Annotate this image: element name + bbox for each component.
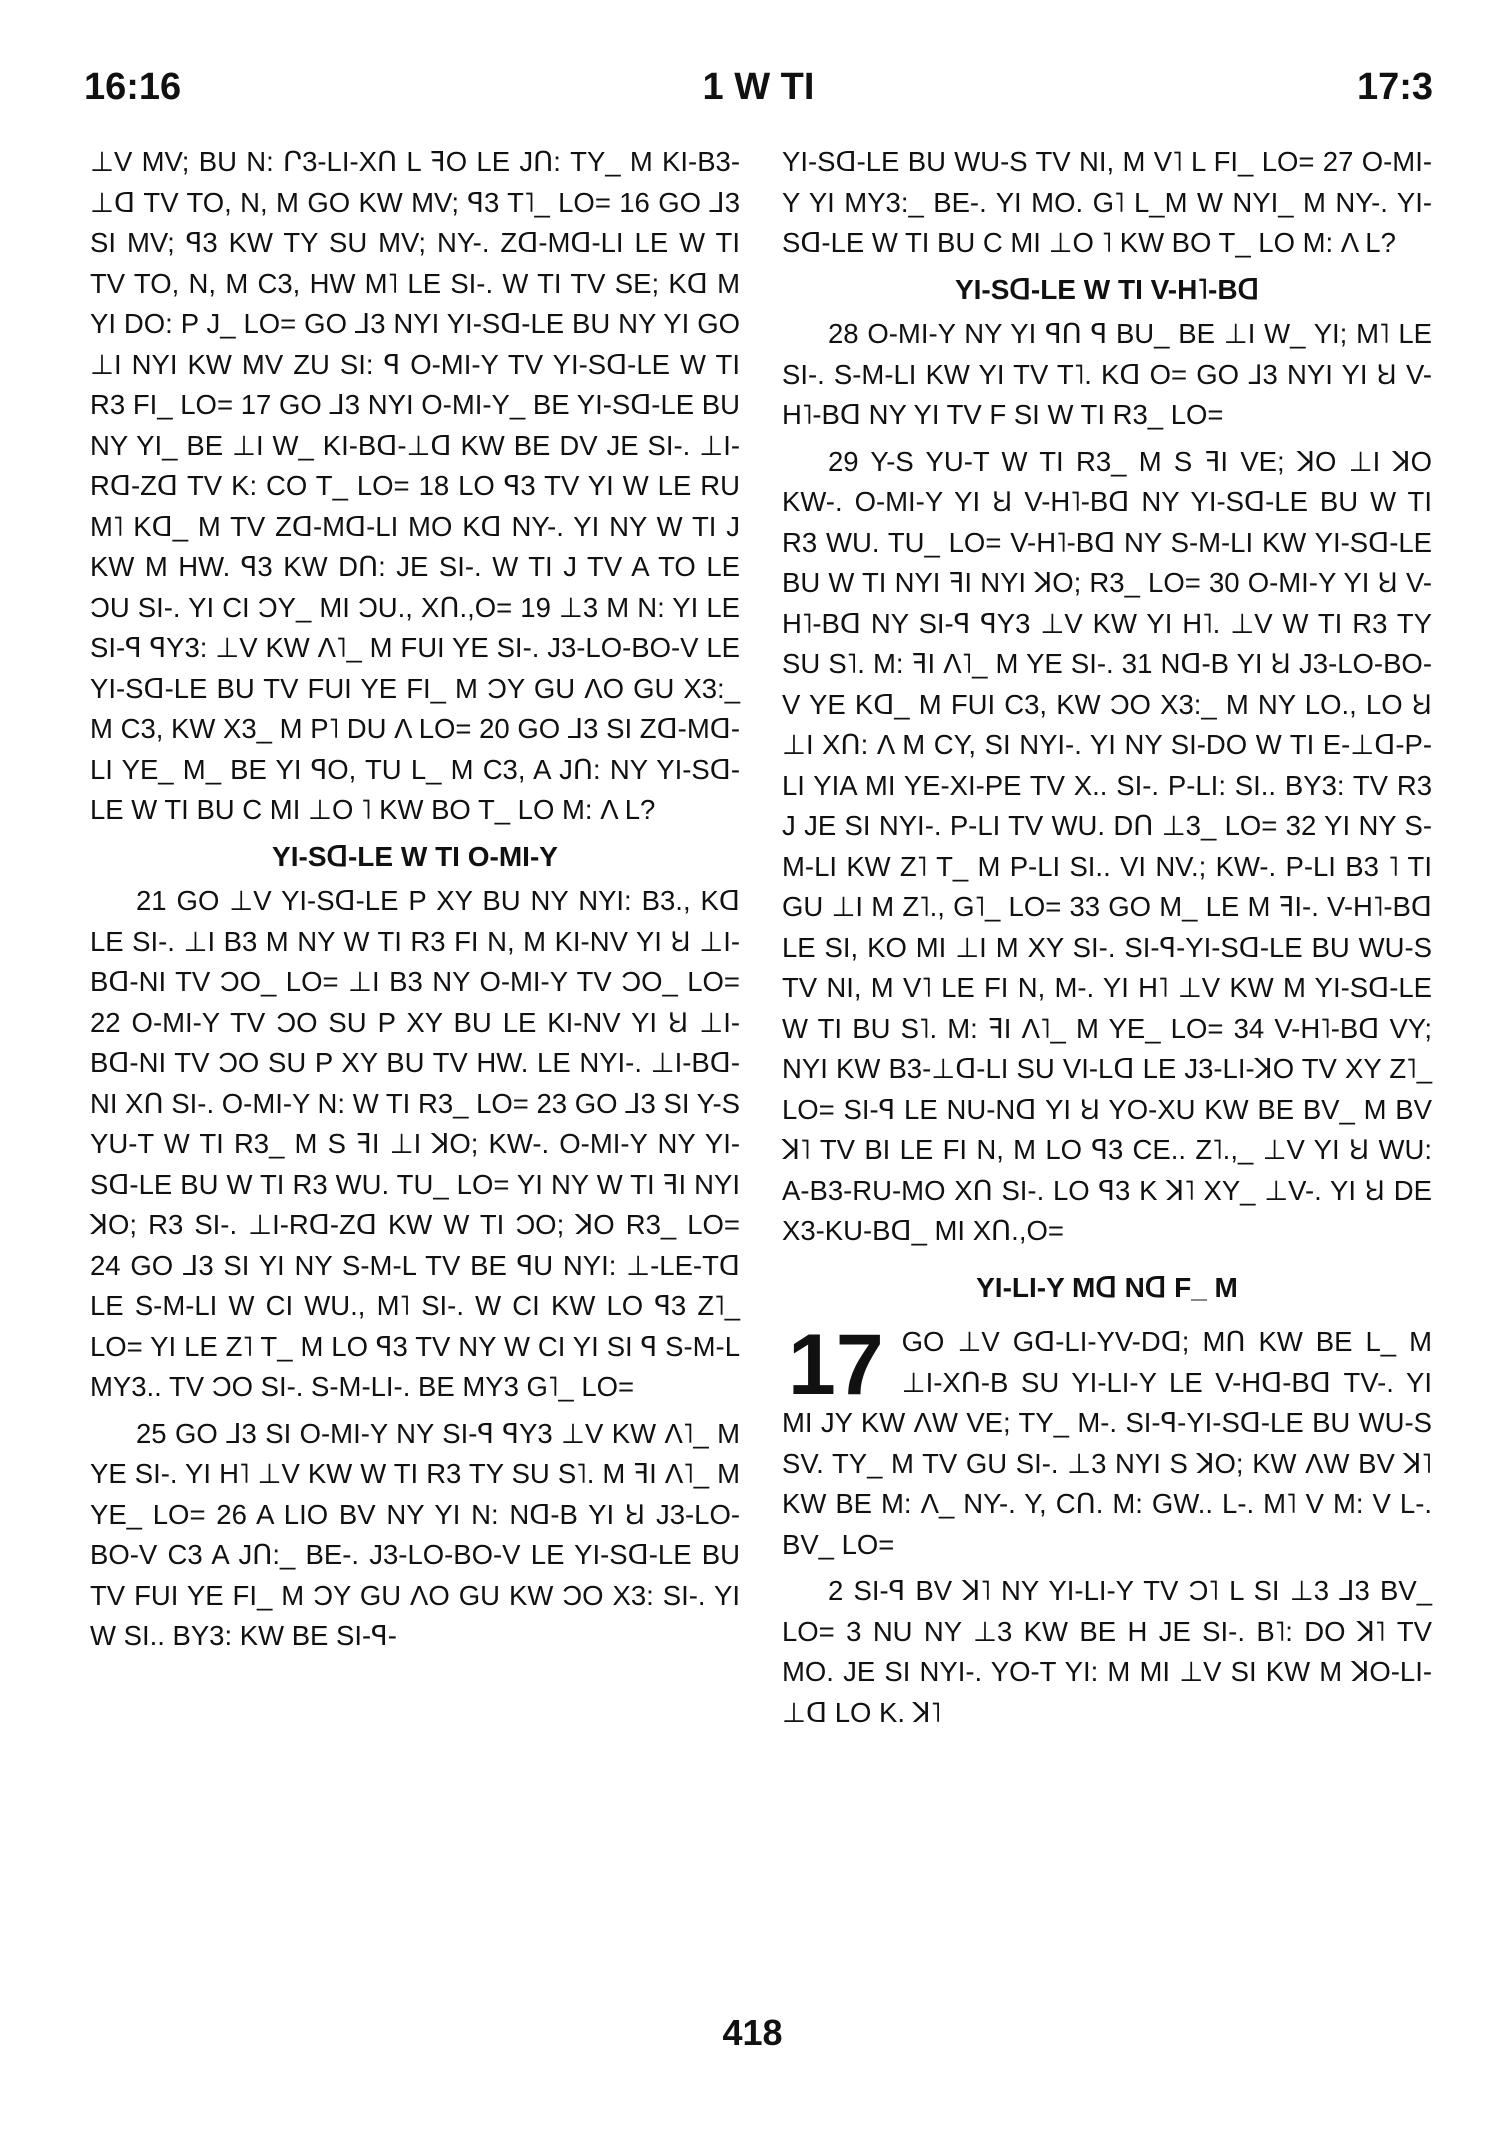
header-left-reference: 16:16 (84, 66, 182, 108)
section-heading: YI-Sꓷ-LE W TI O-MI-Y (272, 840, 558, 872)
chapter-start (782, 1317, 1432, 1565)
paragraph: 25 GO ⅃3 SI O-MI-Y NY SI-ꟼ ꟼY3 ⊥V KW Λ˥_ M YE SI-. YI H˥ ⊥V KW W TI R3 TY SU S˥. M ꟻI Λ˥_ M YE_ LO= 26 A LIO BV NY YI N: Nꓷ-B YI Ꞟ J3-LO-BO-V C3 A JՈ:_ BE-. J3-LO-BO-V LE YI-Sꓷ-LE BU TV FUI YE FI_ M ƆY GU ΛO GU KW ƆO X3: SI-. YI W SI.. BY3: KW BE SI-ꟼ- (90, 1417, 740, 1651)
paragraph: YI-Sꓷ-LE BU WU-S TV NI, M V˥ L FI_ LO= 27 O-MI-Y YI MY3:_ BE-. YI MO. G˥ L_M W NYI_ M NY-. YI-Sꓷ-LE W TI BU C MI ⊥O ˥ KW BO T_ LO M: Λ L? (782, 146, 1432, 258)
paragraph: 29 Y-S YU-T W TI R3_ M S ꟻI VE; ꓘO ⊥I ꓘO KW-. O-MI-Y YI Ꞟ V-H˥-Bꓷ NY YI-Sꓷ-LE BU W TI R3 WU. TU_ LO= V-H˥-Bꓷ NY S-M-LI KW YI-Sꓷ-LE BU W TI NYI ꟻI NYI ꓘO; R3_ LO= 30 O-MI-Y YI Ꞟ V-H˥-Bꓷ NY SI-ꟼ ꟼY3 ⊥V KW YI H˥. ⊥V W TI R3 TY SU S˥. M: ꟻI Λ˥_ M YE SI-. 31 Nꓷ-B YI Ꞟ J3-LO-BO-V YE Kꓷ_ M FUI C3, KW ƆO X3:_ M NY LO., LO Ꞟ ⊥I XՈ: Λ M CY, SI NYI-. YI NY SI-DO W TI E-⊥ꓷ-P-LI YIA MI YE-XI-PE TV X.. SI-. P-LI: SI.. BY3: TV R3 J JE SI NYI-. P-LI TV WU. DՈ ⊥3_ LO= 32 YI NY S-M-LI KW Z˥ T_ M P-LI SI.. VI NV.; KW-. P-LI B3 ˥ TI GU ⊥I M Z˥., G˥_ LO= 33 GO M_ LE M ꟻI-. V-H˥-Bꓷ LE SI, KO MI ⊥I M XY SI-. SI-ꟼ-YI-Sꓷ-LE BU WU-S TV NI, M V˥ LE FI N, M-. YI H˥ ⊥V KW M YI-Sꓷ-LE W TI BU S˥. M: ꟻI Λ˥_ M YE_ LO= 34 V-H˥-Bꓷ VY; NYI KW B3-⊥ꓷ-LI SU VI-Lꓷ LE J3-LI-ꓘO TV XY Z˥_ LO= SI-ꟼ LE NU-Nꓷ YI Ꞟ YO-XU KW BE BV_ M BV ꓘ˥ TV BI LE FI N, M LO ꟼ3 CE.. Z˥.,_ ⊥V YI Ꞟ WU: A-B3-RU-MO XՈ SI-. LO ꟼ3 K ꓘ˥ XY_ ⊥V-. YI Ꞟ DE X3-KU-Bꓷ_ MI XՈ.,O= (782, 445, 1432, 1246)
chapter-number: 17 (788, 1317, 884, 1413)
header-book-title: 1 W TI (702, 66, 815, 108)
paragraph: 2 SI-ꟼ BV ꓘ˥ NY YI-LI-Y TV Ɔ˥ L SI ⊥3 ⅃3 BV_ LO= 3 NU NY ⊥3 KW BE H JE SI-. B˥: DO ꓘ˥ TV MO. JE SI NYI-. YO-T YI: M MI ⊥V SI KW M ꓘO-LI-⊥ꓷ LO K. ꓘ˥ (782, 1575, 1432, 1728)
paragraph: 28 O-MI-Y NY YI ꟼՈ ꟼ BU_ BE ⊥I W_ YI; M˥ LE SI-. S-M-LI KW YI TV T˥. Kꓷ O= GO ⅃3 NYI YI Ꞟ V-H˥-Bꓷ NY YI TV F SI W TI R3_ LO= (782, 318, 1432, 430)
page-number: 418 (722, 2012, 783, 2053)
paragraph: 21 GO ⊥V YI-Sꓷ-LE P XY BU NY NYI: B3., Kꓷ LE SI-. ⊥I B3 M NY W TI R3 FI N, M KI-NV YI Ꞟ ⊥I-Bꓷ-NI TV ƆO_ LO= ⊥I B3 NY O-MI-Y TV ƆO_ LO= 22 O-MI-Y TV ƆO SU P XY BU LE KI-NV YI Ꞟ ⊥I-Bꓷ-NI TV ƆO SU P XY BU TV HW. LE NYI-. ⊥I-Bꓷ-NI XՈ SI-. O-MI-Y N: W TI R3_ LO= 23 GO ⅃3 SI Y-S YU-T W TI R3_ M S ꟻI ⊥I ꓘO; KW-. O-MI-Y NY YI-Sꓷ-LE BU W TI R3 WU. TU_ LO= YI NY W TI ꟻI NYI ꓘO; R3 SI-. ⊥I-Rꓷ-Zꓷ KW W TI ƆO; ꓘO R3_ LO= 24 GO ⅃3 SI YI NY S-M-L TV BE ꟼU NYI: ⊥-LE-Tꓷ LE S-M-LI W CI WU., M˥ SI-. W CI KW LO ꟼ3 Z˥_ LO= YI LE Z˥ T_ M LO ꟼ3 TV NY W CI YI SI ꟼ S-M-L MY3.. TV ƆO SI-. S-M-LI-. BE MY3 G˥_ LO= (90, 885, 740, 1402)
paragraph: GO ⊥V Gꓷ-LI-YV-Dꓷ; MՈ KW BE L_ M ⊥I-XՈ-B SU YI-LI-Y LE V-Hꓷ-Bꓷ TV-. YI MI JY KW ΛW VE; TY_ M-. SI-ꟼ-YI-Sꓷ-LE BU WU-S SV. TY_ M TV GU SI-. ⊥3 NYI S ꓘO; KW ΛW BV ꓘ˥ KW BE M: Λ_ NY-. Y, CՈ. M: GW.. L-. M˥ V M: V L-. BV_ LO= (782, 1326, 1432, 1560)
section-heading: YI-Sꓷ-LE W TI V-H˥-Bꓷ (954, 273, 1260, 305)
section-heading: YI-LI-Y Mꓷ Nꓷ F_ M (976, 1271, 1238, 1303)
paragraph: ⊥V MV; BU N: Ր3-LI-XՈ L ꟻO LE JՈ: TY_ M KI-B3-⊥ꓷ TV TO, N, M GO KW MV; ꟼ3 T˥_ LO= 16 GO ⅃3 SI MV; ꟼ3 KW TY SU MV; NY-. Zꓷ-Mꓷ-LI LE W TI TV TO, N, M C3, HW M˥ LE SI-. W TI TV SE; Kꓷ M YI DO: P J_ LO= GO ⅃3 NYI YI-Sꓷ-LE BU NY YI GO ⊥I NYI KW MV ZU SI: ꟼ O-MI-Y TV YI-Sꓷ-LE W TI R3 FI_ LO= 17 GO ⅃3 NYI O-MI-Y_ BE YI-Sꓷ-LE BU NY YI_ BE ⊥I W_ KI-Bꓷ-⊥ꓷ KW BE DV JE SI-. ⊥I-Rꓷ-Zꓷ TV K: CO T_ LO= 18 LO ꟼ3 TV YI W LE RU M˥ Kꓷ_ M TV Zꓷ-Mꓷ-LI MO Kꓷ NY-. YI NY W TI J KW M HW. ꟼ3 KW DՈ: JE SI-. W TI J TV A TO LE ƆU SI-. YI CI ƆY_ MI ƆU., XՈ.,O= 19 ⊥3 M N: YI LE SI-ꟼ ꟼY3: ⊥V KW Λ˥_ M FUI YE SI-. J3-LO-BO-V LE YI-Sꓷ-LE BU TV FUI YE FI_ M ƆY GU ΛO GU X3:_ M C3, KW X3_ M P˥ DU Λ LO= 20 GO ⅃3 SI Zꓷ-Mꓷ-LI YE_ M_ BE YI ꟼO, TU L_ M C3, A JՈ: NY YI-Sꓷ-LE W TI BU C MI ⊥O ˥ KW BO T_ LO M: Λ L? (90, 146, 740, 825)
right-column (782, 142, 1432, 1733)
header-right-reference: 17:3 (1356, 66, 1433, 108)
left-column (90, 142, 740, 1657)
page-header (84, 66, 1433, 126)
